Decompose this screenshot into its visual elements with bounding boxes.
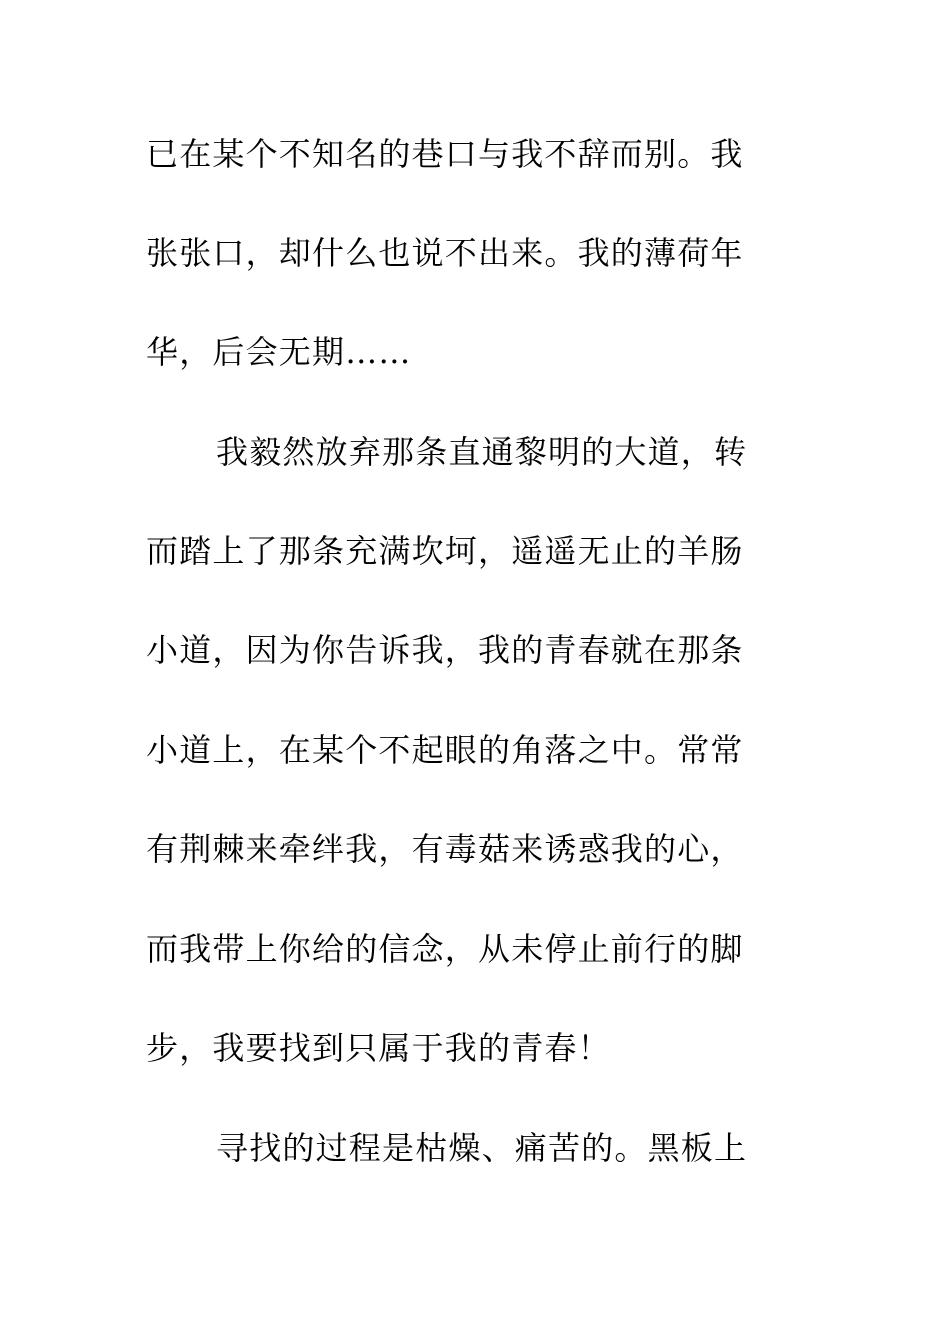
text-line-7: 小道上，在某个不起眼的角落之中。常常 <box>146 731 744 769</box>
text-line-6: 小道，因为你告诉我，我的青春就在那条 <box>146 631 744 669</box>
text-line-10: 步，我要找到只属于我的青春！ <box>146 1029 611 1067</box>
text-line-4: 我毅然放弃那条直通黎明的大道，转 <box>216 433 748 471</box>
text-line-3: 华，后会无期…… <box>146 333 412 371</box>
text-line-8: 有荆棘来牵绊我，有毒菇来诱惑我的心， <box>146 830 744 868</box>
text-line-5: 而踏上了那条充满坎坷，遥遥无止的羊肠 <box>146 532 744 570</box>
text-line-1: 已在某个不知名的巷口与我不辞而别。我 <box>146 135 744 173</box>
text-line-11: 寻找的过程是枯燥、痛苦的。黑板上 <box>216 1129 748 1167</box>
text-line-2: 张张口，却什么也说不出来。我的薄荷年 <box>146 234 744 272</box>
text-line-9: 而我带上你给的信念，从未停止前行的脚 <box>146 930 744 968</box>
